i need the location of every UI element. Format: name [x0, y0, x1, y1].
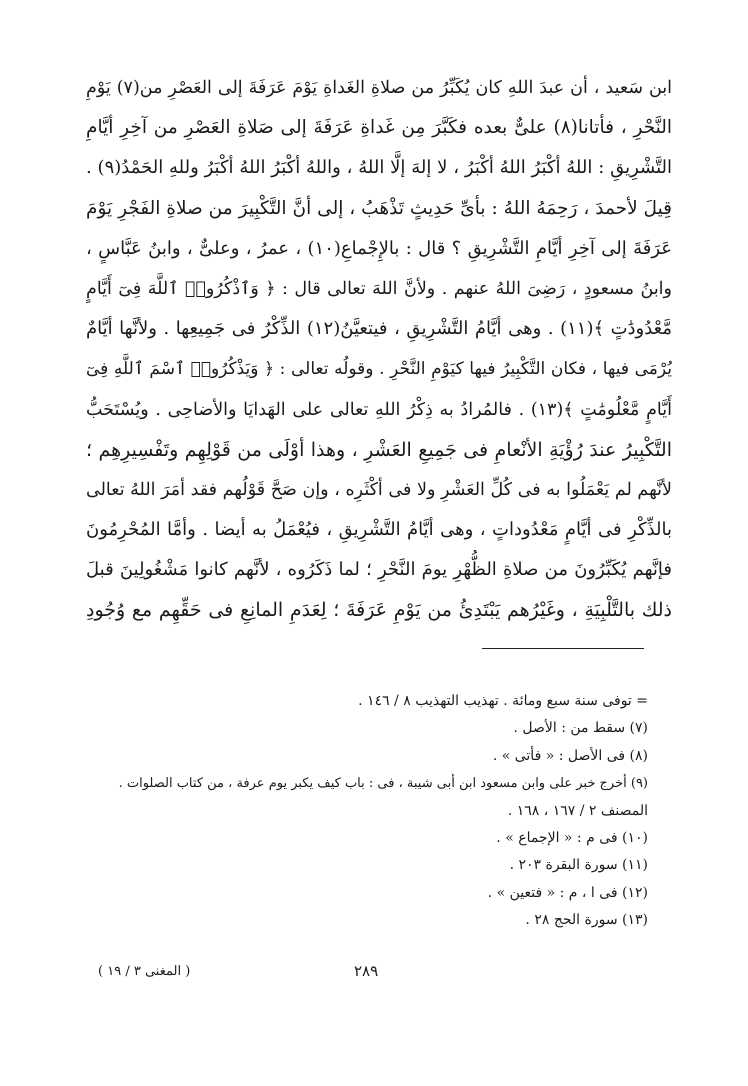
text-line: لأنَّهم لم يَعْمَلُوا به فى كُلِّ العَشْرِ ولا فى أكْثَرِه ، وإن صَحَّ قَوْلُهم فقد أمَرَ اللهُ تعالى	[86, 479, 672, 500]
footnote: المصنف ٢ / ١٦٧ ، ١٦٨ .	[507, 802, 648, 819]
text-line: يُرْمَى فيها ، فكان التَّكْبِيرُ فيها كيَوْمِ النَّحْرِ . وقولُه تعالى : ﴿ وَيَذْكُرُوا۟ ٱسْمَ ٱللَّهِ فِىٓ	[86, 359, 672, 380]
text-line: ذلك بالتَّلْبِيَةِ ، وغَيْرُهم يَبْتَدِئُ من يَوْمِ عَرَفَةَ ؛ لِعَدَمِ المانِعِ فى حَقِّهِم مع وُجُودِ	[86, 599, 672, 622]
page-footer	[0, 962, 748, 986]
text-line: بالذِّكْرِ فى أيَّامٍ مَعْدُوداتٍ ، وهى أيَّامُ التَّشْرِيقِ ، فيُعْمَلُ به أيضا . وأمَّا المُحْرِمُونَ	[86, 519, 672, 541]
text-line: عَرَفَةَ إلى آخِرِ أيَّامِ التَّشْرِيقِ ؟ قال : بالإِجْماعِ(١٠) ، عمرُ ، وعلىٌّ ، وابنُ عَبَّاسٍ ،	[86, 237, 672, 259]
text-line: مَّعْدُودَٰتٍ ﴾(١١) . وهى أيَّامُ التَّشْرِيقِ ، فيتعيَّنُ(١٢) الذِّكْرُ فى جَمِيعِها . ولأنَّها أيَّامٌ	[86, 318, 672, 340]
footnote: (٩) أخرج خبر على وابن مسعود ابن أبى شيبة ، فى : باب كيف يكبر يوم عرفة ، من كتاب الصلوات .	[118, 776, 648, 792]
text-line: أَيَّامٍ مَّعْلُومَٰتٍ ﴾(١٣) . فالمُرادُ به ذِكْرُ اللهِ تعالى على الهَدايَا والأضاحِى . ويُسْتَحَبُّ	[86, 399, 672, 420]
text-line: ابن سَعيد ، أن عبدَ اللهِ كان يُكَبِّرُ من صلاةِ الغَداةِ يَوْمَ عَرَفَةَ إلى العَصْرِ من(٧) يَوْمِ	[86, 78, 672, 98]
footnote: (٧) سقط من : الأصل .	[513, 720, 648, 737]
footnote: = توفى سنة سبع ومائة . تهذيب التهذيب ٨ / ١٤٦ .	[358, 693, 648, 709]
text-line: النَّحْرِ ، فأتانا(٨) علىٌّ بعده فكَبَّرَ مِن غَداةِ عَرَفَةَ إلى صَلاةِ العَصْرِ من آخِرِ أيَّامِ	[86, 117, 672, 139]
footnote: (٨) فى الأصل : « فأتى » .	[492, 747, 648, 764]
text-line: قِيلَ لأحمدَ ، رَحِمَهُ اللهُ : بأىِّ حَدِيثٍ تَذْهَبُ ، إلى أنَّ التَّكْبِيرَ من صلاةِ الفَجْرِ يَوْمَ	[86, 197, 672, 219]
volume-signature: ( المغنى ٣ / ١٩ )	[98, 964, 191, 979]
page-number: ٢٨٩	[354, 962, 379, 980]
footnote: (١٠) فى م : « الإجماع » .	[496, 829, 648, 846]
text-line: التَّكْبِيرُ عندَ رُؤْيَةِ الأنْعامِ فى جَمِيعِ العَشْرِ ، وهذا أوْلَى من قَوْلِهِم وتَفْسِيرِهِم ؛	[86, 438, 672, 461]
footnote: (١٣) سورة الحج ٢٨ .	[525, 912, 648, 929]
text-line: وابنُ مسعودٍ ، رَضِىَ اللهُ عنهم . ولأنَّ اللهَ تعالى قال : ﴿ وَٱذْكُرُوا۟ ٱللَّهَ فِىٓ أَيَّامٍ	[86, 278, 672, 299]
footnote: (١٢) فى ا ، م : « فتعين » .	[487, 884, 648, 901]
footnote: (١١) سورة البقرة ٢٠٣ .	[509, 857, 648, 874]
main-text	[86, 68, 672, 631]
footnotes	[100, 688, 648, 935]
footnote-separator	[482, 648, 644, 649]
text-line: التَّشْرِيقِ : اللهُ أكْبَرُ اللهُ أكْبَرُ ، لا إلهَ إلَّا اللهُ ، واللهُ أكْبَرُ اللهُ أكْبَرُ وللهِ الحَمْدُ(٩) .	[86, 157, 672, 179]
text-line: فإنَّهم يُكَبِّرُونَ من صلاةِ الظُّهْرِ يومَ النَّحْرِ ؛ لما ذَكَرُوه ، لأنَّهم كانوا مَشْغُولِينَ قبلَ	[86, 559, 672, 581]
